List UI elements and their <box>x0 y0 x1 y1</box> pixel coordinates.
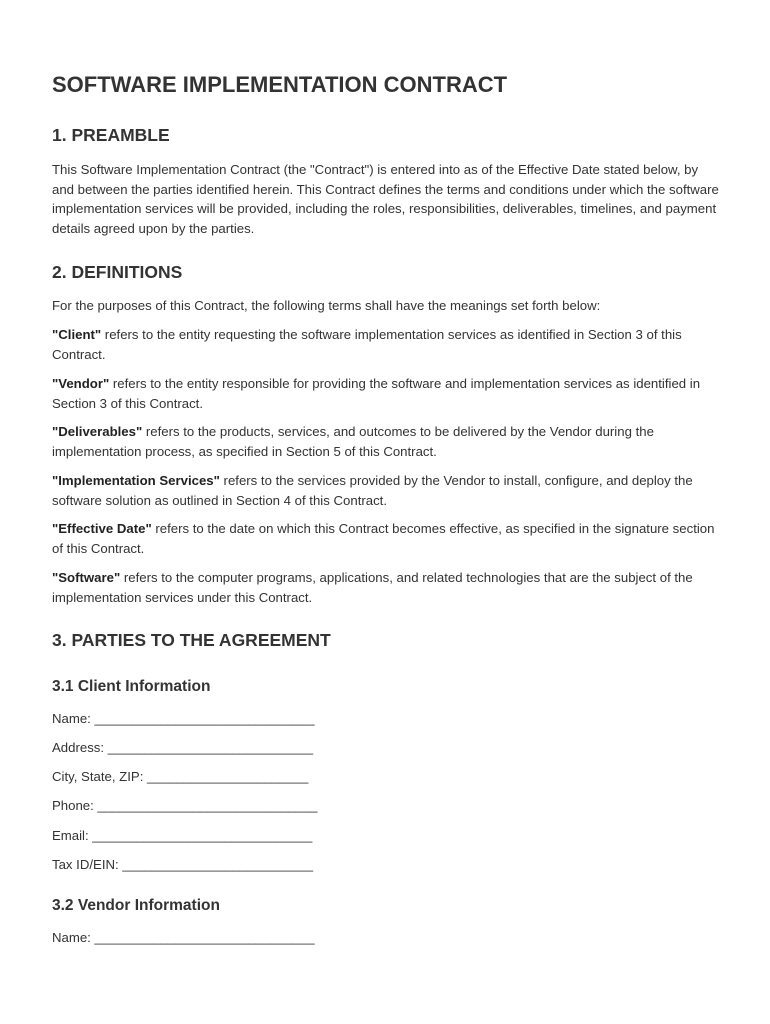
definition-term: "Client" <box>52 327 102 342</box>
client-address-field: Address: ____________________________ <box>52 740 314 755</box>
definitions-heading: 2. DEFINITIONS <box>52 262 183 282</box>
client-phone-field: Phone: ______________________________ <box>52 798 318 813</box>
client-city-state-zip-field: City, State, ZIP: ______________________ <box>52 769 309 784</box>
parties-heading: 3. PARTIES TO THE AGREEMENT <box>52 630 331 650</box>
document-title: SOFTWARE IMPLEMENTATION CONTRACT <box>52 72 508 97</box>
definition-term: "Software" <box>52 570 121 585</box>
preamble-heading: 1. PREAMBLE <box>52 125 170 145</box>
definition-item <box>52 519 722 558</box>
definition-term: "Vendor" <box>52 376 110 391</box>
preamble-text: This Software Implementation Contract (the "Contract") is entered into as of the Effective Date stated below, by and between the parties identified herein. This Contract defines the terms and conditions under which the software implementation services will be provided, including the roles, responsibilities, deliverables, timelines, and payment details agreed upon by the parties. <box>52 162 719 236</box>
definition-item <box>52 374 722 413</box>
definition-term: "Effective Date" <box>52 521 152 536</box>
client-info-heading: 3.1 Client Information <box>52 678 211 695</box>
definition-item <box>52 325 722 364</box>
definition-item <box>52 568 722 607</box>
definition-term: "Deliverables" <box>52 424 143 439</box>
definition-text: refers to the services provided by the Vendor to install, configure, and deploy the software solution as outlined in Section 4 of this Contract. <box>52 473 693 508</box>
definition-text: refers to the computer programs, applications, and related technologies that are the subject of the implementation services under this Contract. <box>52 570 693 605</box>
vendor-name-field: Name: ______________________________ <box>52 930 315 945</box>
client-name-field: Name: ______________________________ <box>52 711 315 726</box>
definition-text: refers to the date on which this Contract becomes effective, as specified in the signature section of this Contract. <box>52 521 715 556</box>
definitions-intro: For the purposes of this Contract, the following terms shall have the meanings set forth below: <box>52 298 601 313</box>
vendor-info-heading: 3.2 Vendor Information <box>52 897 220 914</box>
definition-item <box>52 422 722 461</box>
definition-text: refers to the products, services, and outcomes to be delivered by the Vendor during the implementation process, as specified in Section 5 of this Contract. <box>52 424 654 459</box>
client-email-field: Email: ______________________________ <box>52 828 313 843</box>
definition-item <box>52 471 722 510</box>
client-tax-id-field: Tax ID/EIN: __________________________ <box>52 857 314 872</box>
definition-text: refers to the entity responsible for providing the software and implementation services as identified in Section 3 of this Contract. <box>52 376 701 411</box>
definition-term: "Implementation Services" <box>52 473 220 488</box>
definition-text: refers to the entity requesting the software implementation services as identified in Section 3 of this Contract. <box>52 327 682 362</box>
